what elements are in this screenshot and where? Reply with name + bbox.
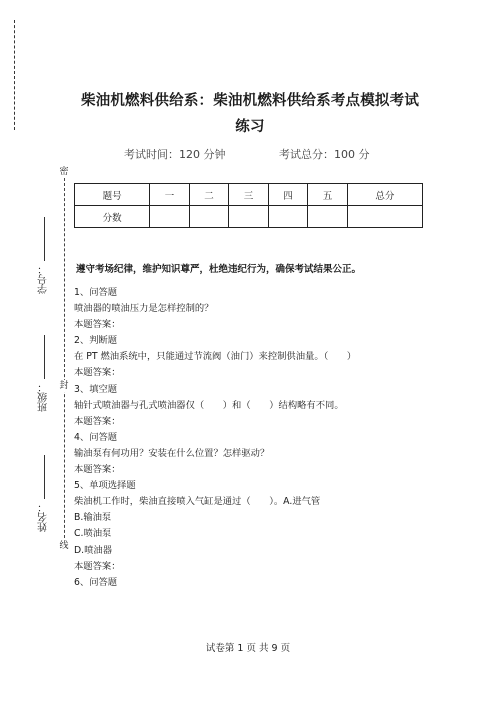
class-underline (43, 335, 45, 379)
exam-total: 考试总分：100 分 (279, 148, 370, 161)
score-table-header (75, 184, 423, 206)
title-line-1: 柴油机燃料供给系：柴油机燃料供给系考点模拟考试 (80, 93, 420, 109)
class-label: 班级： (38, 382, 50, 412)
seal-char-mi: 密 (57, 166, 71, 178)
exam-notice: 遵守考场纪律，维护知识尊严，杜绝违纪行为，确保考试结果公正。 (76, 264, 362, 275)
class-field[interactable] (34, 332, 54, 412)
question-heading: 1、问答题 (74, 287, 118, 298)
seal-char-xian: 线 (57, 540, 71, 552)
binding-dash-line (14, 20, 15, 130)
score-table (74, 183, 423, 228)
score-row-label: 分数 (75, 206, 150, 228)
answer-label: 本题答案： (74, 367, 121, 379)
question-text: 输油泵有何功用？安装在什么位置？怎样驱动？ (74, 447, 270, 459)
seal-line (64, 178, 65, 548)
question-heading: 5、单项选择题 (74, 480, 136, 492)
title-line-2: 练习 (235, 119, 265, 135)
option-b: B.输油泵 (74, 512, 112, 524)
answer-label: 本题答案： (74, 560, 121, 572)
question-text: 喷油器的喷油压力是怎样控制的？ (74, 303, 214, 315)
student-id-underline (43, 217, 45, 261)
score-cell[interactable] (189, 206, 229, 228)
answer-label: 本题答案： (74, 415, 121, 427)
score-cell[interactable] (268, 206, 308, 228)
score-table-row (75, 206, 423, 228)
student-id-label: 学号： (38, 264, 50, 294)
answer-label: 本题答案： (74, 464, 121, 476)
header-cell: 总分 (347, 184, 422, 206)
header-cell: 五 (308, 184, 348, 206)
name-label: 姓名： (38, 502, 50, 532)
question-text: 轴针式喷油器与孔式喷油器仅（ ）和（ ）结构略有不同。 (74, 399, 344, 411)
page-footer: 试卷第 1 页 共 9 页 (205, 643, 291, 654)
seal-char-feng: 封 (57, 380, 71, 392)
score-cell[interactable] (150, 206, 190, 228)
score-cell[interactable] (229, 206, 269, 228)
question-text: 柴油机工作时，柴油直接喷入气缸是通过（ ）。A.进气管 (74, 496, 321, 508)
page-title (60, 88, 440, 140)
question-heading: 2、判断题 (74, 335, 118, 347)
question-heading: 3、填空题 (74, 383, 118, 395)
student-id-field[interactable] (34, 214, 54, 294)
header-cell: 一 (150, 184, 190, 206)
header-cell: 四 (268, 184, 308, 206)
score-cell[interactable] (308, 206, 348, 228)
header-cell: 三 (229, 184, 269, 206)
question-heading: 6、问答题 (74, 576, 118, 588)
answer-label: 本题答案： (74, 319, 121, 331)
name-field[interactable] (34, 452, 54, 532)
header-cell: 二 (189, 184, 229, 206)
name-underline (43, 455, 45, 499)
question-list (74, 285, 474, 591)
question-text: 在 PT 燃油系统中，只能通过节流阀（油门）来控制供油量。（ ） (74, 351, 357, 363)
option-c: C.喷油泵 (74, 528, 112, 540)
question-heading: 4、问答题 (74, 431, 118, 443)
exam-time: 考试时间：120 分钟 (124, 148, 226, 161)
header-cell: 题号 (75, 184, 150, 206)
option-d: D.喷油器 (74, 544, 113, 556)
score-cell[interactable] (347, 206, 422, 228)
